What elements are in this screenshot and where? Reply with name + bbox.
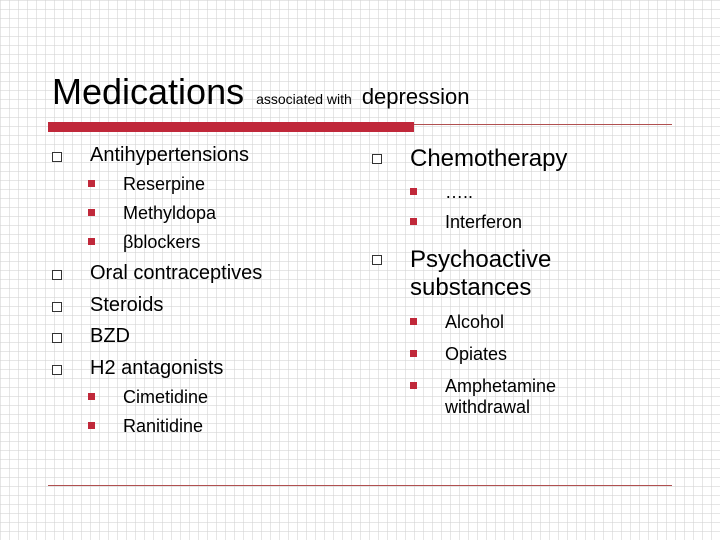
square-bullet-icon — [410, 350, 417, 357]
sub-item-beta-blockers — [123, 232, 200, 253]
item-label: Opiates — [445, 344, 508, 364]
item-label: ….. — [445, 182, 474, 202]
title-suffix: depression — [361, 84, 470, 109]
square-bullet-icon — [410, 218, 417, 225]
sub-item-reserpine — [123, 174, 205, 195]
item-label-line1: Amphetamine — [445, 376, 557, 396]
item-label: BZD — [90, 325, 130, 347]
hollow-square-bullet-icon — [372, 154, 382, 164]
sub-item-alcohol — [445, 312, 504, 333]
item-label: Steroids — [90, 294, 164, 316]
item-label: Cimetidine — [123, 387, 209, 407]
item-label: βblockers — [123, 232, 201, 252]
hollow-square-bullet-icon — [372, 255, 382, 265]
title-connector: associated with — [256, 91, 352, 107]
item-label: Interferon — [445, 212, 523, 232]
slide-title — [52, 71, 470, 112]
sub-item-methyldopa — [123, 203, 216, 224]
square-bullet-icon — [88, 180, 95, 187]
item-label: Oral contraceptives — [90, 262, 263, 284]
hollow-square-bullet-icon — [52, 333, 62, 343]
item-label: Methyldopa — [123, 203, 217, 223]
title-accent-bar — [48, 122, 414, 132]
hollow-square-bullet-icon — [52, 270, 62, 280]
item-label-line2: substances — [410, 273, 532, 301]
list-item-psychoactive-substances — [410, 246, 551, 301]
list-item-steroids — [90, 294, 163, 317]
list-item-antihypertensions — [90, 144, 249, 167]
item-label: Ranitidine — [123, 416, 204, 436]
sub-item-opiates — [445, 344, 507, 365]
item-label: Alcohol — [445, 312, 505, 332]
square-bullet-icon — [88, 238, 95, 245]
sub-item-interferon — [445, 212, 522, 233]
sub-item-ellipsis — [445, 182, 473, 203]
square-bullet-icon — [88, 209, 95, 216]
sub-item-ranitidine — [123, 416, 203, 437]
item-label: Chemotherapy — [410, 145, 568, 172]
sub-item-cimetidine — [123, 387, 208, 408]
item-label: Reserpine — [123, 174, 206, 194]
list-item-h2-antagonists — [90, 357, 223, 380]
item-label-line2: withdrawal — [445, 396, 531, 417]
square-bullet-icon — [410, 188, 417, 195]
square-bullet-icon — [410, 318, 417, 325]
square-bullet-icon — [88, 422, 95, 429]
hollow-square-bullet-icon — [52, 365, 62, 375]
item-label: H2 antagonists — [90, 357, 224, 379]
title-underline — [414, 124, 672, 125]
list-item-oral-contraceptives — [90, 262, 262, 285]
hollow-square-bullet-icon — [52, 302, 62, 312]
title-main: Medications — [52, 71, 245, 112]
list-item-bzd — [90, 325, 130, 348]
square-bullet-icon — [410, 382, 417, 389]
item-label-line1: Psychoactive — [410, 246, 552, 273]
square-bullet-icon — [88, 393, 95, 400]
item-label: Antihypertensions — [90, 144, 249, 166]
list-item-chemotherapy — [410, 145, 567, 173]
hollow-square-bullet-icon — [52, 152, 62, 162]
footer-rule — [48, 485, 672, 486]
sub-item-amphetamine-withdrawal — [445, 376, 556, 417]
